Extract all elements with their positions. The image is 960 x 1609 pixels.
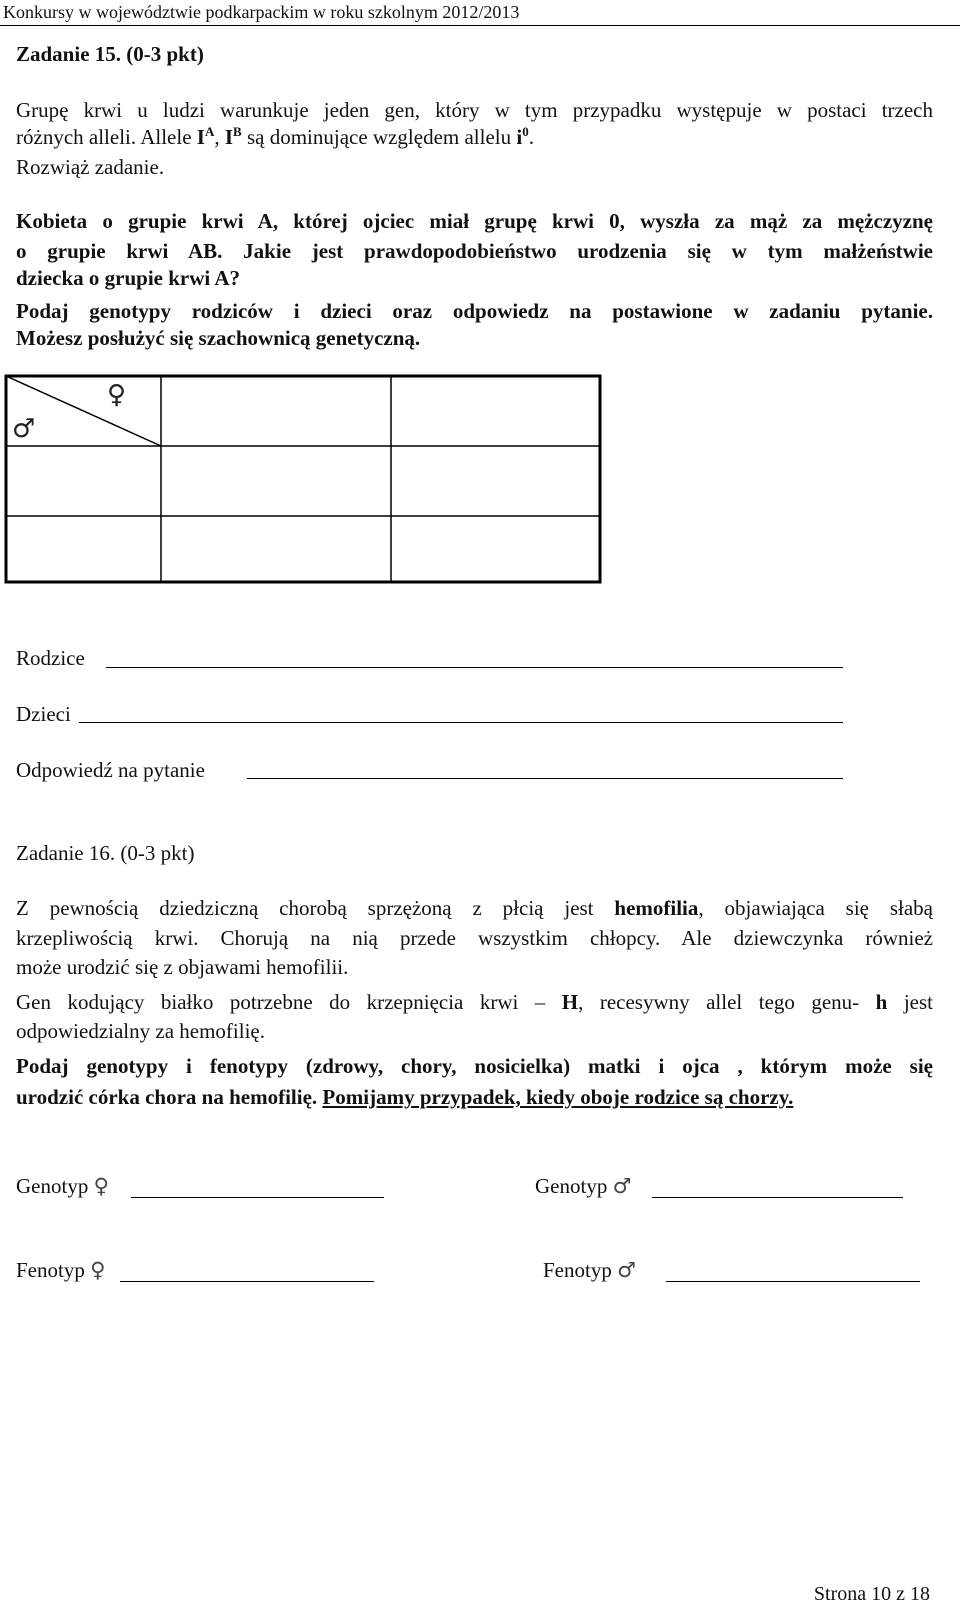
task16-title: Zadanie 16. (0-3 pkt) xyxy=(16,841,195,865)
question-answer-line[interactable] xyxy=(247,778,843,779)
allele-i0-sup: 0 xyxy=(522,124,529,139)
hemofilia-term: hemofilia xyxy=(614,896,699,920)
current-page: 10 xyxy=(871,1583,892,1605)
children-label: Dzieci xyxy=(16,702,71,726)
allele-IB xyxy=(225,125,242,149)
page-sep: z xyxy=(891,1583,910,1605)
problem-line1: Kobieta o grupie krwi A, której ojciec miał grupę krwi 0, wyszła za mąż za mężczyznę xyxy=(16,209,933,233)
task16-line3: może urodzić się z objawami hemofilii. xyxy=(16,955,349,979)
task15-instruction: Rozwiąż zadanie. xyxy=(16,155,165,179)
male-symbol-icon: ♂ xyxy=(617,1258,636,1282)
allele-H: H xyxy=(561,990,579,1014)
genotype-female-label xyxy=(16,1174,109,1199)
line4-a: Gen kodujący białko potrzebne do krzepnięcia krwi – xyxy=(16,990,562,1014)
male-symbol-icon: ♂ xyxy=(612,1174,632,1198)
task16-bold-line2 xyxy=(16,1085,793,1110)
task16-bold-1 xyxy=(16,1051,933,1081)
line1-a: Z pewnością dziedziczną chorobą sprzężoną z płcią jest xyxy=(16,896,615,920)
task15-title: Zadanie 15. (0-3 pkt) xyxy=(16,42,204,66)
phenotype-female-line[interactable] xyxy=(120,1281,374,1282)
genotype-male-label xyxy=(535,1174,631,1199)
total-pages: 18 xyxy=(910,1583,930,1605)
problem-line5: Możesz posłużyć się szachownicą genetyczną. xyxy=(16,326,421,350)
phenotype-label: Fenotyp xyxy=(16,1258,85,1282)
problem-line3: dziecka o grupie krwi A? xyxy=(16,266,240,290)
intro-text-a: różnych alleli. Allele xyxy=(16,125,197,149)
task16-line2: krzepliwością krwi. Chorują na nią przede wszystkim chłopcy. Ale dziewczynka również xyxy=(16,926,933,950)
comma: , xyxy=(214,125,225,149)
punnett-border xyxy=(6,376,600,582)
line1-b: , objawiająca się słabą xyxy=(698,896,933,920)
parents-answer-line[interactable] xyxy=(106,667,843,668)
allele-h: h xyxy=(875,990,888,1014)
task16-bold-line1: Podaj genotypy i fenotypy (zdrowy, chory, nosicielka) matki i ojca , którym może się xyxy=(16,1054,933,1078)
genotype-male-line[interactable] xyxy=(652,1197,903,1198)
task16-line4 xyxy=(16,987,933,1017)
task16-body-2 xyxy=(16,987,933,1017)
phenotype-male-label xyxy=(543,1258,636,1283)
problem-line4: Podaj genotypy rodziców i dzieci oraz odpowiedz na postawione w zadaniu pytanie. xyxy=(16,299,933,323)
page-number xyxy=(814,1583,930,1606)
allele-IA-letter: I xyxy=(196,125,205,149)
question-answer-label: Odpowiedź na pytanie xyxy=(16,758,205,782)
period: . xyxy=(528,125,534,149)
intro-text-b: są dominujące względem allelu xyxy=(241,125,517,149)
problem-line2: o grupie krwi AB. Jakie jest prawdopodobieństwo urodzenia się w tym małżeństwie xyxy=(16,239,933,263)
punnett-square xyxy=(0,370,610,590)
female-symbol-icon: ♀ xyxy=(90,1258,106,1282)
task15-problem xyxy=(16,206,933,266)
genotype-label: Genotyp xyxy=(535,1174,608,1198)
task15-intro-line2 xyxy=(16,125,534,150)
allele-IB-letter: I xyxy=(224,125,234,149)
task15-intro xyxy=(16,95,933,125)
task16-body-1 xyxy=(16,893,933,953)
children-answer-line[interactable] xyxy=(79,722,843,723)
task16-line5: odpowiedzialny za hemofilię. xyxy=(16,1019,265,1043)
bold-line2-a: urodzić córka chora na hemofilię. xyxy=(16,1085,323,1109)
page-header: Konkursy w województwie podkarpackim w roku szkolnym 2012/2013 xyxy=(0,0,960,26)
genotype-female-line[interactable] xyxy=(131,1197,384,1198)
female-symbol: ♀ xyxy=(107,380,127,410)
page-prefix: Strona xyxy=(813,1583,872,1605)
phenotype-male-line[interactable] xyxy=(666,1281,920,1282)
bold-line2-underlined: Pomijamy przypadek, kiedy oboje rodzice są chorzy. xyxy=(322,1085,794,1109)
line4-c: jest xyxy=(887,990,933,1014)
task15-problem-2 xyxy=(16,296,933,326)
task16-line1 xyxy=(16,893,933,923)
parents-label: Rodzice xyxy=(16,646,85,670)
allele-IB-sup: B xyxy=(233,124,242,139)
phenotype-female-label xyxy=(16,1258,105,1283)
phenotype-label: Fenotyp xyxy=(543,1258,612,1282)
allele-i0-letter: i xyxy=(516,125,523,149)
line4-b: , recesywny allel tego genu- xyxy=(578,990,876,1014)
genotype-label: Genotyp xyxy=(16,1174,89,1198)
allele-i0 xyxy=(516,125,528,149)
allele-IA xyxy=(197,125,215,149)
task15-intro-line1: Grupę krwi u ludzi warunkuje jeden gen, który w tym przypadku występuje w postaci trzech xyxy=(16,98,933,122)
male-symbol: ♂ xyxy=(12,414,36,444)
female-symbol-icon: ♀ xyxy=(93,1174,109,1198)
allele-IA-sup: A xyxy=(204,124,215,139)
